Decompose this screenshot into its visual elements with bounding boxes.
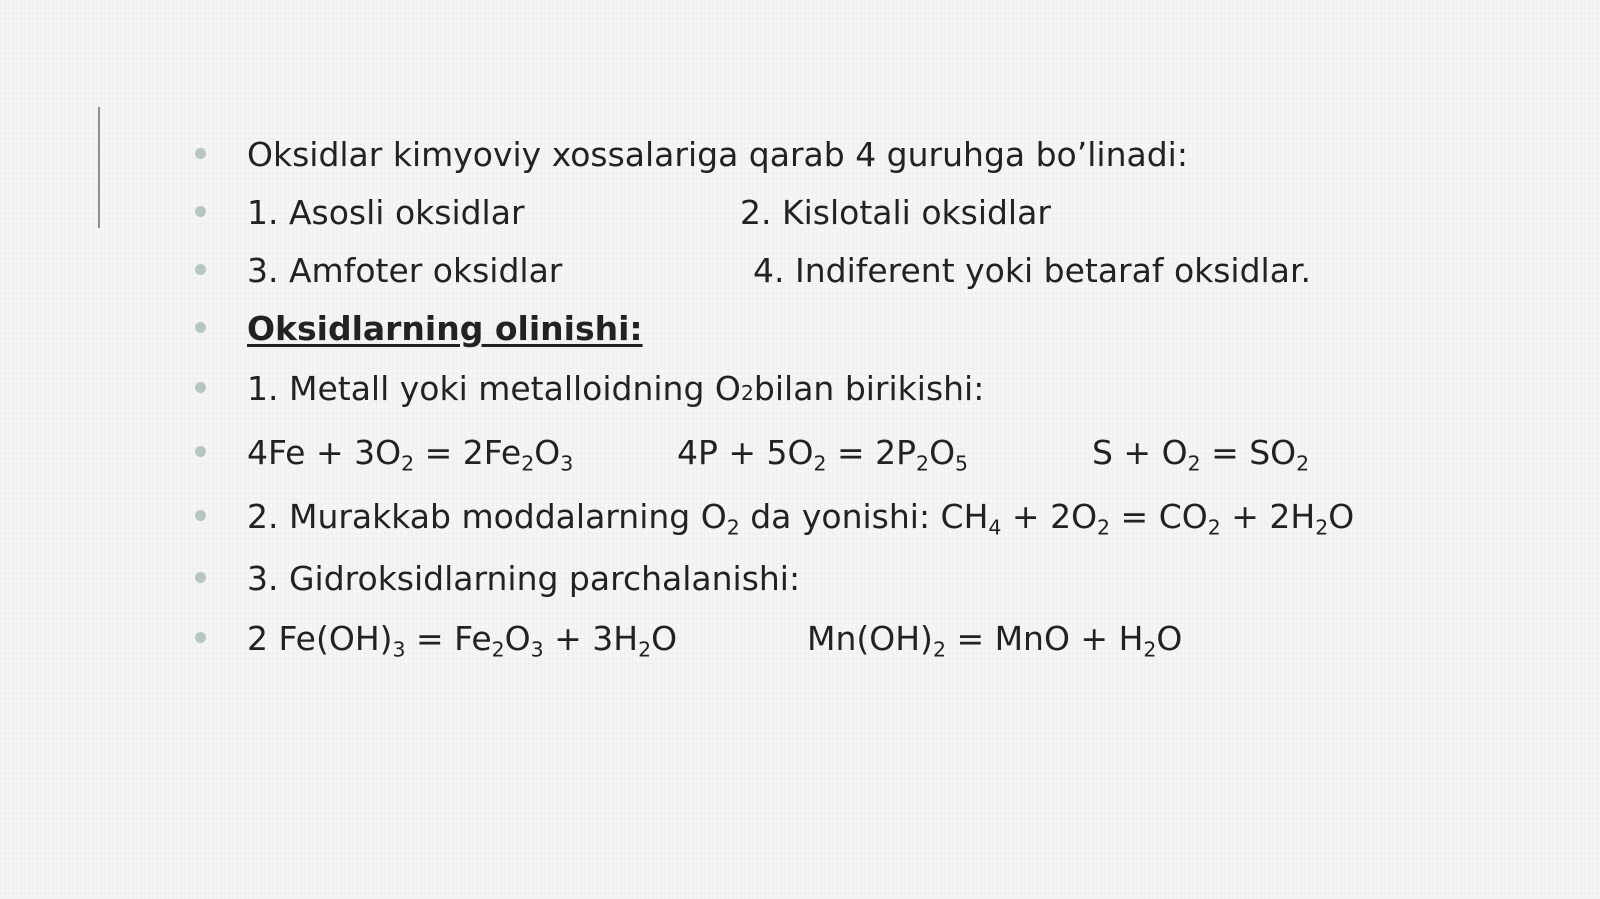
equation-manganese-hydroxide: $Mn(OH)_2$ = MnO + $H_2O$ (807, 619, 1183, 662)
bullet-dot (195, 264, 206, 275)
slide-content (195, 135, 1575, 666)
bullet-dot (195, 206, 206, 217)
bullet-method-2 (195, 497, 1575, 544)
bullet-heading (195, 309, 1575, 352)
equation-phosphorus-oxide: $4P + 5O_2 = 2P_2O_5$ (677, 433, 969, 476)
acidic-oxides-label: 2. Kislotali oksidlar (740, 193, 1051, 232)
bullet-method-1: 1. Metall yoki metalloidning O 2 bilan birikishi: (195, 372, 1575, 416)
bullet-oxide-types-1 (195, 193, 1575, 236)
bullet-equations-1 (195, 433, 1575, 480)
bullet-dot (195, 572, 206, 583)
bullet-dot (195, 632, 206, 643)
section-heading: Oksidlarning olinishi: (247, 309, 643, 348)
bullet-oxide-types-2 (195, 251, 1575, 294)
intro-text: Oksidlar kimyoviy xossalariga qarab 4 guruhga bo’linadi: (247, 135, 1188, 174)
method-3-text: 3. Gidroksidlarning parchalanishi: (247, 559, 801, 598)
bullet-dot (195, 382, 206, 393)
bullet-dot (195, 446, 206, 457)
method-1-text-b: bilan birikishi: (753, 369, 985, 408)
accent-line (98, 107, 100, 228)
equation-iron-oxide: $4Fe + 3O_2 = 2Fe_2O_3$ (247, 433, 574, 476)
method-1-text-a: 1. Metall yoki metalloidning O (247, 369, 741, 408)
equation-sulfur-oxide: $S + O_2 = SO_2$ (1092, 433, 1310, 476)
equation-iron-hydroxide: 2 $Fe(OH)_3 = Fe_2O_3 + 3H_2O$ (247, 619, 678, 662)
indifferent-oxides-label: 4. Indiferent yoki betaraf oksidlar. (753, 251, 1311, 290)
bullet-method-3 (195, 559, 1575, 602)
basic-oxides-label: 1. Asosli oksidlar (247, 193, 525, 232)
bullet-dot (195, 322, 206, 333)
bullet-dot (195, 510, 206, 521)
bullet-equations-2 (195, 619, 1575, 666)
method-2-equation: 2. Murakkab moddalarning $O_2$ da yonishi: $CH_4 + 2O_2 = CO_2 + 2H_2O$ (247, 497, 1355, 540)
bullet-intro (195, 135, 1575, 178)
bullet-dot (195, 148, 206, 159)
amphoteric-oxides-label: 3. Amfoter oksidlar (247, 251, 563, 290)
